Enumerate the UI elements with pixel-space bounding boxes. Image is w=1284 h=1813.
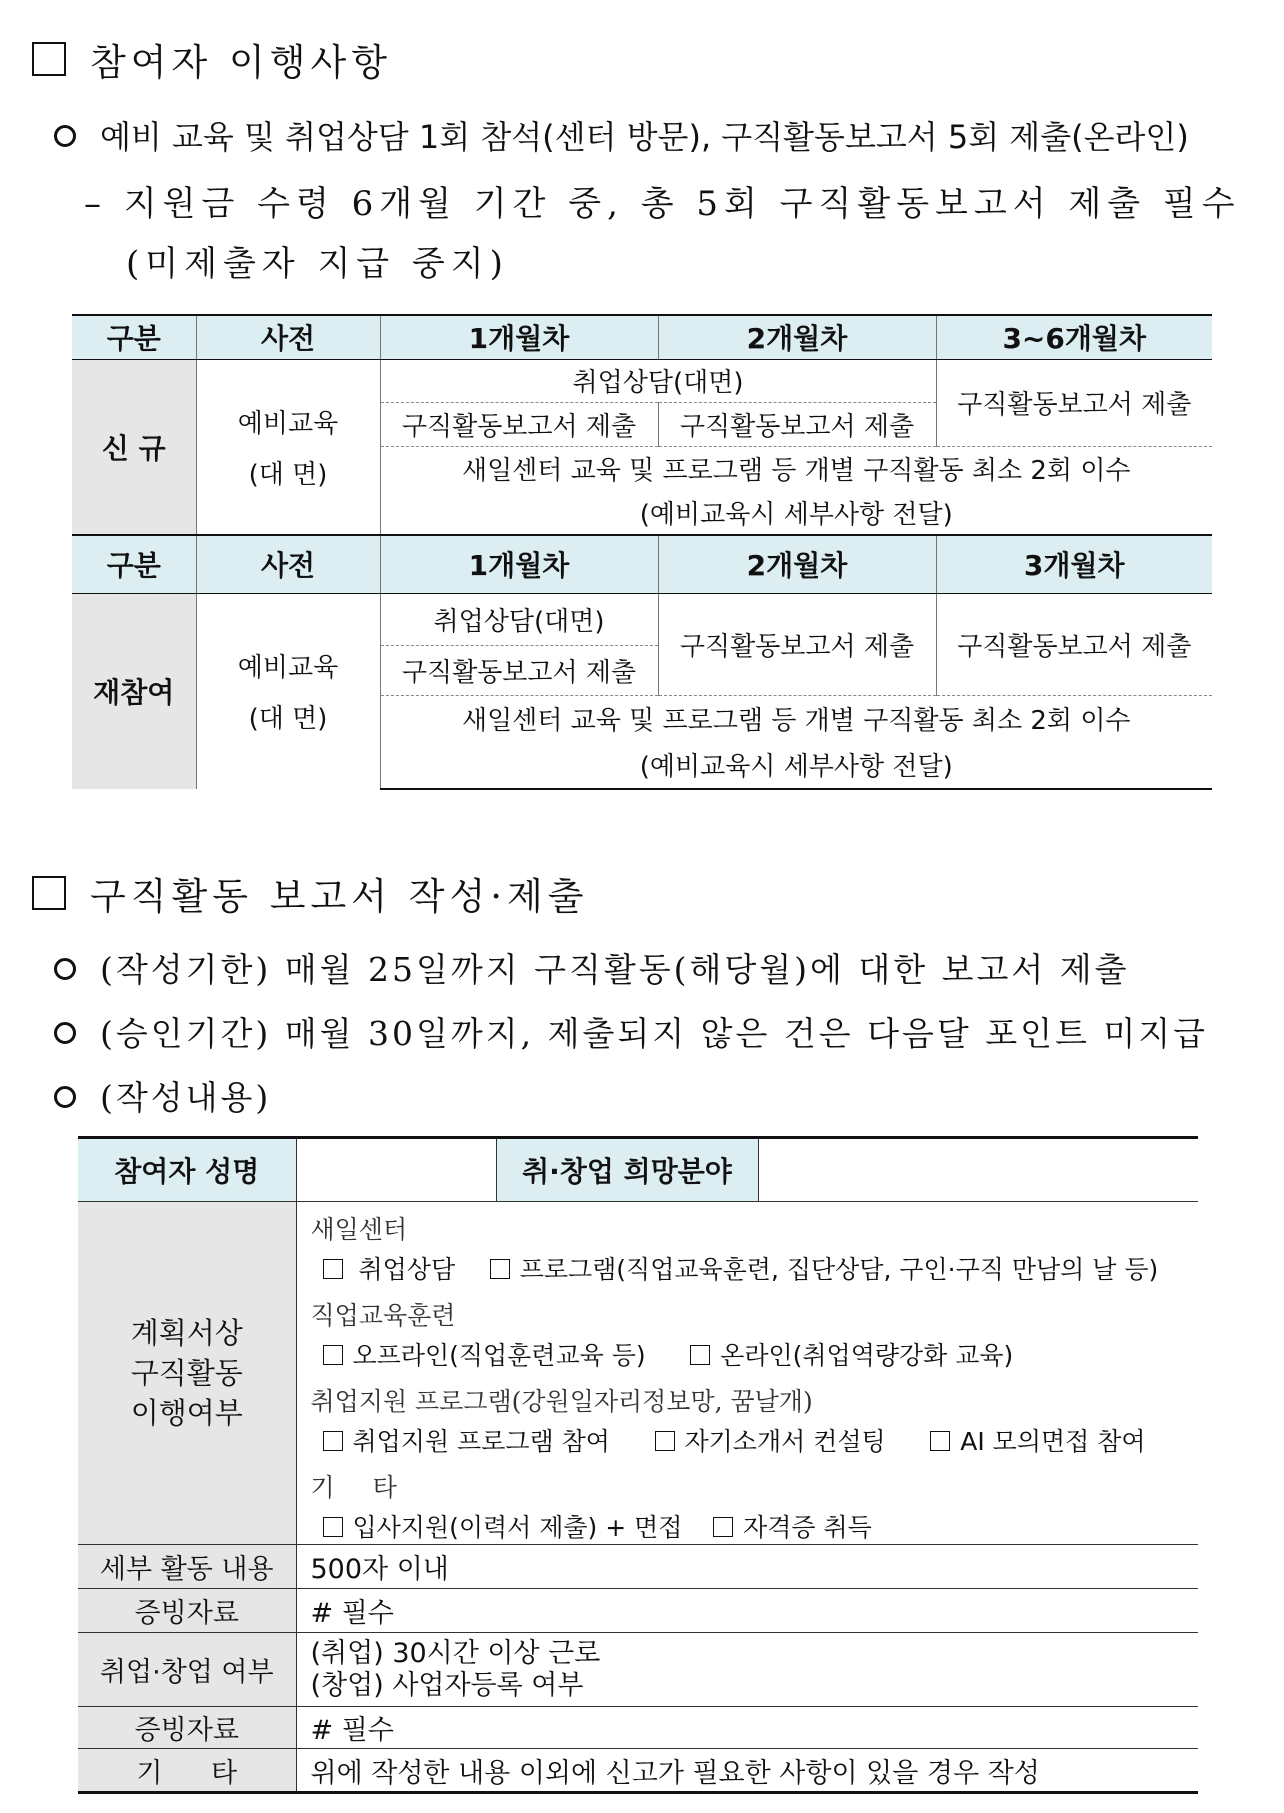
report-cell: 구직활동보고서 제출: [936, 593, 1212, 695]
checkbox-icon[interactable]: [323, 1259, 343, 1279]
detail-label: 세부 활동 내용: [78, 1545, 296, 1589]
program-cell: 새일센터 교육 및 프로그램 등 개별 구직활동 최소 2회 이수: [380, 446, 1212, 490]
checkbox-icon[interactable]: [690, 1345, 710, 1365]
checkbox-icon[interactable]: [490, 1259, 510, 1279]
checkbox[interactable]: 취업지원 프로그램 참여: [323, 1426, 610, 1457]
dash-line: – 지원금 수령 6개월 기간 중, 총 5회 구직활동보고서 제출 필수: [84, 184, 1241, 224]
report-cell: 구직활동보고서 제출: [658, 402, 936, 446]
report-cell: 구직활동보고서 제출: [936, 359, 1212, 446]
consult-cell: 취업상담(대면): [380, 593, 658, 645]
header-cell: 사전: [196, 315, 380, 359]
checkbox[interactable]: 입사지원(이력서 제출) + 면접: [323, 1512, 683, 1543]
checkbox[interactable]: 온라인(취업역량강화 교육): [690, 1340, 1013, 1371]
header-cell: 구분: [72, 315, 196, 359]
checkbox-icon[interactable]: [323, 1345, 343, 1365]
dash-line-cont: (미제출자 지급 중지): [126, 244, 509, 284]
section-title: 참여자 이행사항: [90, 41, 392, 84]
category-new: 신 규: [72, 359, 196, 535]
group-title: 새일센터: [310, 1215, 408, 1244]
checkbox-icon[interactable]: [930, 1431, 950, 1451]
checkbox-icon[interactable]: [655, 1431, 675, 1451]
checkbox[interactable]: AI 모의면접 참여: [930, 1426, 1145, 1457]
detail-value[interactable]: 500자 이내: [296, 1545, 1198, 1589]
header-cell: 구분: [72, 535, 196, 593]
header-cell: 3개월차: [936, 535, 1212, 593]
evidence-label: 증빙자료: [78, 1589, 296, 1633]
circle-bullet-icon: [54, 125, 76, 147]
header-cell: 1개월차: [380, 315, 658, 359]
bullet-line: (작성내용): [54, 1072, 271, 1119]
section-heading-1: [32, 32, 392, 86]
checkbox[interactable]: 오프라인(직업훈련교육 등): [323, 1340, 646, 1371]
checkbox-square-icon: [32, 42, 66, 76]
checkbox-square-icon: [32, 876, 66, 910]
report-cell: 구직활동보고서 제출: [380, 645, 658, 695]
employment-value[interactable]: (취업) 30시간 이상 근로 (창업) 사업자등록 여부: [296, 1633, 1198, 1707]
checkbox-icon[interactable]: [713, 1517, 733, 1537]
program-note-cell: (예비교육시 세부사항 전달): [380, 741, 1212, 789]
evidence-label: 증빙자료: [78, 1707, 296, 1749]
etc-label: 기 타: [78, 1749, 296, 1793]
program-cell: 새일센터 교육 및 프로그램 등 개별 구직활동 최소 2회 이수: [380, 695, 1212, 741]
section-heading-2: [32, 866, 588, 920]
header-cell: 1개월차: [380, 535, 658, 593]
schedule-table: [72, 314, 1212, 790]
checkbox[interactable]: 자기소개서 컨설팅: [655, 1426, 886, 1457]
plan-checklist: [296, 1202, 1198, 1545]
circle-bullet-icon: [54, 1086, 76, 1108]
field-value: [758, 1138, 1198, 1202]
plan-label: 계획서상 구직활동 이행여부: [78, 1202, 296, 1545]
bullet-line: 예비 교육 및 취업상담 1회 참석(센터 방문), 구직활동보고서 5회 제출(온라인): [54, 112, 1189, 158]
checkbox[interactable]: 자격증 취득: [713, 1512, 872, 1543]
checkbox-icon[interactable]: [323, 1517, 343, 1537]
header-cell: 3~6개월차: [936, 315, 1212, 359]
checkbox[interactable]: 취업상담: [323, 1254, 456, 1285]
evidence-value[interactable]: # 필수: [296, 1707, 1198, 1749]
name-label: 참여자 성명: [78, 1138, 296, 1202]
report-form-table: [78, 1136, 1198, 1794]
checkbox[interactable]: 프로그램(직업교육훈련, 집단상담, 구인·구직 만남의 날 등): [490, 1254, 1159, 1285]
etc-value[interactable]: 위에 작성한 내용 이외에 신고가 필요한 사항이 있을 경우 작성: [296, 1749, 1198, 1793]
bullet-line: (작성기한) 매월 25일까지 구직활동(해당월)에 대한 보고서 제출: [54, 944, 1130, 991]
header-cell: 2개월차: [658, 535, 936, 593]
pre-education-cell: 예비교육 (대 면): [196, 359, 380, 535]
section-title: 구직활동 보고서 작성·제출: [90, 875, 589, 918]
group-title: 취업지원 프로그램(강원일자리정보망, 꿈날개): [310, 1387, 813, 1416]
field-label: 취·창업 희망분야: [496, 1138, 758, 1202]
employment-label: 취업·창업 여부: [78, 1633, 296, 1707]
group-title: 직업교육훈련: [310, 1301, 456, 1330]
circle-bullet-icon: [54, 1022, 76, 1044]
header-cell: 사전: [196, 535, 380, 593]
report-cell: 구직활동보고서 제출: [380, 402, 658, 446]
group-title: 기 타: [310, 1473, 397, 1502]
program-note-cell: (예비교육시 세부사항 전달): [380, 490, 1212, 535]
header-cell: 2개월차: [658, 315, 936, 359]
circle-bullet-icon: [54, 958, 76, 980]
report-cell: 구직활동보고서 제출: [658, 593, 936, 695]
category-rejoin: 재참여: [72, 593, 196, 789]
consult-cell: 취업상담(대면): [380, 359, 936, 402]
bullet-line: (승인기간) 매월 30일까지, 제출되지 않은 건은 다음달 포인트 미지급: [54, 1008, 1208, 1055]
checkbox-icon[interactable]: [323, 1431, 343, 1451]
evidence-value[interactable]: # 필수: [296, 1589, 1198, 1633]
pre-education-cell: 예비교육 (대 면): [196, 593, 380, 789]
name-value: [296, 1138, 496, 1202]
